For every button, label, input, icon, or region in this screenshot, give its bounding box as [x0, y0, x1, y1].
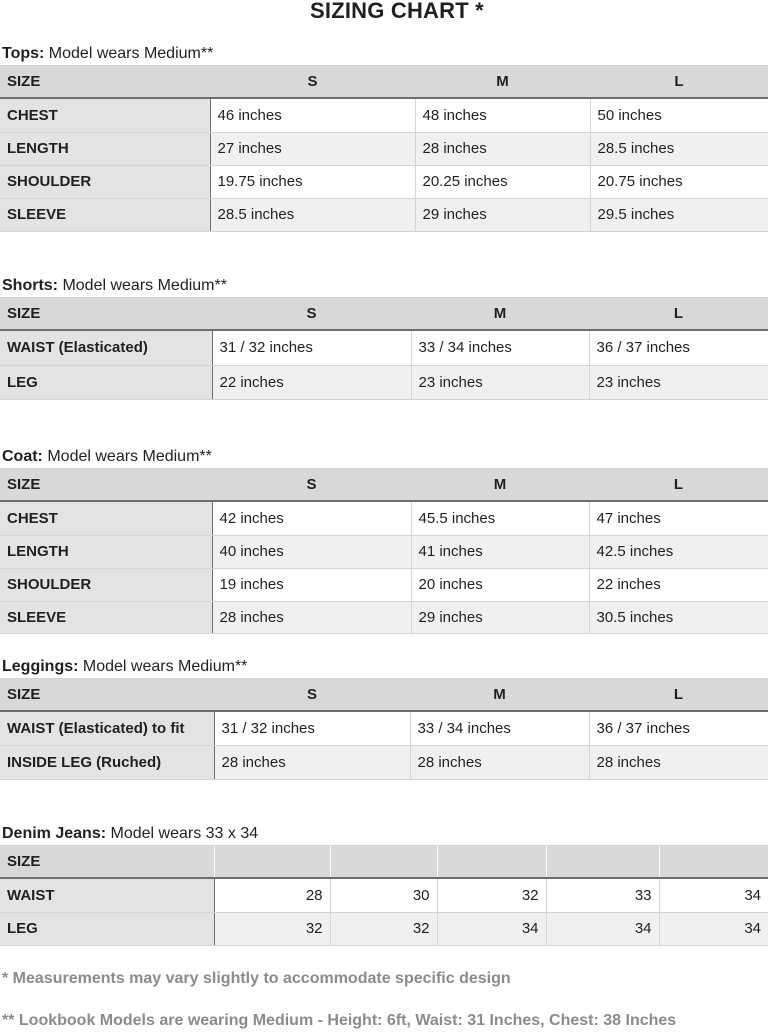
header-cell: S [210, 66, 415, 99]
table-header-row [0, 66, 768, 99]
row-label: SLEEVE [0, 198, 210, 231]
table-row [0, 535, 768, 568]
header-cell [214, 846, 330, 879]
leggings-section [0, 656, 768, 780]
table-row [0, 568, 768, 601]
table-cell: 34 [659, 878, 768, 912]
table-cell: 50 inches [590, 98, 768, 132]
table-cell: 42.5 inches [589, 535, 768, 568]
coat-heading-note: Model wears Medium** [42, 448, 212, 465]
table-cell: 34 [659, 912, 768, 945]
table-row [0, 198, 768, 231]
table-row [0, 745, 768, 779]
table-cell: 36 / 37 inches [589, 711, 768, 745]
table-cell: 20 inches [411, 568, 589, 601]
table-cell: 30 [330, 878, 437, 912]
row-label: WAIST (Elasticated) to fit [0, 711, 214, 745]
table-cell: 34 [546, 912, 659, 945]
table-cell: 20.25 inches [415, 165, 590, 198]
table-cell: 23 inches [589, 365, 768, 399]
header-cell: M [411, 298, 589, 331]
row-label: SHOULDER [0, 568, 212, 601]
denim-heading-label: Denim Jeans: [2, 825, 107, 842]
coat-section [0, 446, 768, 634]
table-cell: 30.5 inches [589, 601, 768, 633]
table-cell: 22 inches [212, 365, 411, 399]
denim-heading [0, 823, 768, 845]
row-label: CHEST [0, 98, 210, 132]
footnote-measurements: * Measurements may vary slightly to accommodate specific design [2, 970, 511, 987]
row-label: LENGTH [0, 535, 212, 568]
table-cell: 33 / 34 inches [411, 330, 589, 365]
row-label: SHOULDER [0, 165, 210, 198]
table-row [0, 165, 768, 198]
leggings-heading [0, 656, 768, 678]
tops-heading-label: Tops: [2, 45, 45, 62]
denim-heading-note: Model wears 33 x 34 [106, 825, 259, 842]
table-row [0, 711, 768, 745]
row-label: LEG [0, 365, 212, 399]
header-cell: M [411, 469, 589, 502]
row-label: LENGTH [0, 132, 210, 165]
table-row [0, 132, 768, 165]
shorts-heading-label: Shorts: [2, 277, 58, 294]
header-cell [659, 846, 768, 879]
table-cell: 32 [214, 912, 330, 945]
table-cell: 40 inches [212, 535, 411, 568]
shorts-heading-note: Model wears Medium** [58, 277, 227, 294]
table-cell: 20.75 inches [590, 165, 768, 198]
table-cell: 28 inches [214, 745, 410, 779]
shorts-heading [0, 275, 768, 297]
table-cell: 19 inches [212, 568, 411, 601]
row-label: SLEEVE [0, 601, 212, 633]
header-cell: SIZE [0, 66, 210, 99]
header-cell: SIZE [0, 469, 212, 502]
table-cell: 32 [437, 878, 546, 912]
coat-table [0, 468, 768, 634]
tops-heading-note: Model wears Medium** [44, 45, 214, 62]
header-cell: SIZE [0, 679, 214, 712]
table-cell: 36 / 37 inches [589, 330, 768, 365]
table-header-row [0, 679, 768, 712]
table-cell: 29 inches [415, 198, 590, 231]
header-cell: SIZE [0, 298, 212, 331]
shorts-table [0, 297, 768, 400]
table-cell: 28 inches [415, 132, 590, 165]
table-cell: 31 / 32 inches [212, 330, 411, 365]
table-row [0, 330, 768, 365]
table-cell: 22 inches [589, 568, 768, 601]
footnote-lookbook: ** Lookbook Models are wearing Medium - Height: 6ft, Waist: 31 Inches, Chest: 38 Inches [2, 1012, 677, 1029]
header-cell: L [589, 469, 768, 502]
denim-table [0, 845, 768, 946]
table-row [0, 501, 768, 535]
table-cell: 42 inches [212, 501, 411, 535]
table-cell: 28 inches [589, 745, 768, 779]
table-cell: 32 [330, 912, 437, 945]
table-cell: 28.5 inches [590, 132, 768, 165]
tops-table [0, 65, 768, 232]
header-cell: M [415, 66, 590, 99]
table-cell: 47 inches [589, 501, 768, 535]
table-cell: 28.5 inches [210, 198, 415, 231]
table-cell: 48 inches [415, 98, 590, 132]
row-label: LEG [0, 912, 214, 945]
table-cell: 46 inches [210, 98, 415, 132]
table-cell: 33 [546, 878, 659, 912]
table-cell: 31 / 32 inches [214, 711, 410, 745]
table-row [0, 365, 768, 399]
table-cell: 33 / 34 inches [410, 711, 589, 745]
header-cell: L [589, 679, 768, 712]
header-cell [330, 846, 437, 879]
shorts-section [0, 275, 768, 400]
header-cell [546, 846, 659, 879]
table-cell: 27 inches [210, 132, 415, 165]
table-row [0, 98, 768, 132]
table-row [0, 601, 768, 633]
table-cell: 41 inches [411, 535, 589, 568]
header-cell: S [212, 469, 411, 502]
row-label: WAIST (Elasticated) [0, 330, 212, 365]
table-header-row [0, 469, 768, 502]
coat-heading [0, 446, 768, 468]
header-cell: S [212, 298, 411, 331]
table-cell: 23 inches [411, 365, 589, 399]
header-cell: M [410, 679, 589, 712]
page-title: SIZING CHART * [310, 0, 484, 23]
row-label: WAIST [0, 878, 214, 912]
table-cell: 28 inches [410, 745, 589, 779]
table-cell: 45.5 inches [411, 501, 589, 535]
table-cell: 28 inches [212, 601, 411, 633]
table-cell: 34 [437, 912, 546, 945]
table-cell: 29.5 inches [590, 198, 768, 231]
row-label: CHEST [0, 501, 212, 535]
header-cell: L [589, 298, 768, 331]
header-cell: L [590, 66, 768, 99]
table-cell: 29 inches [411, 601, 589, 633]
tops-section [0, 43, 768, 232]
header-cell: SIZE [0, 846, 214, 879]
table-cell: 28 [214, 878, 330, 912]
header-cell: S [214, 679, 410, 712]
leggings-heading-label: Leggings: [2, 658, 79, 675]
denim-section [0, 823, 768, 946]
row-label: INSIDE LEG (Ruched) [0, 745, 214, 779]
leggings-heading-note: Model wears Medium** [78, 658, 248, 675]
leggings-table [0, 678, 768, 780]
table-row [0, 912, 768, 945]
tops-heading [0, 43, 768, 65]
table-header-row [0, 298, 768, 331]
table-header-row [0, 846, 768, 879]
table-cell: 19.75 inches [210, 165, 415, 198]
coat-heading-label: Coat: [2, 448, 43, 465]
header-cell [437, 846, 546, 879]
table-row [0, 878, 768, 912]
